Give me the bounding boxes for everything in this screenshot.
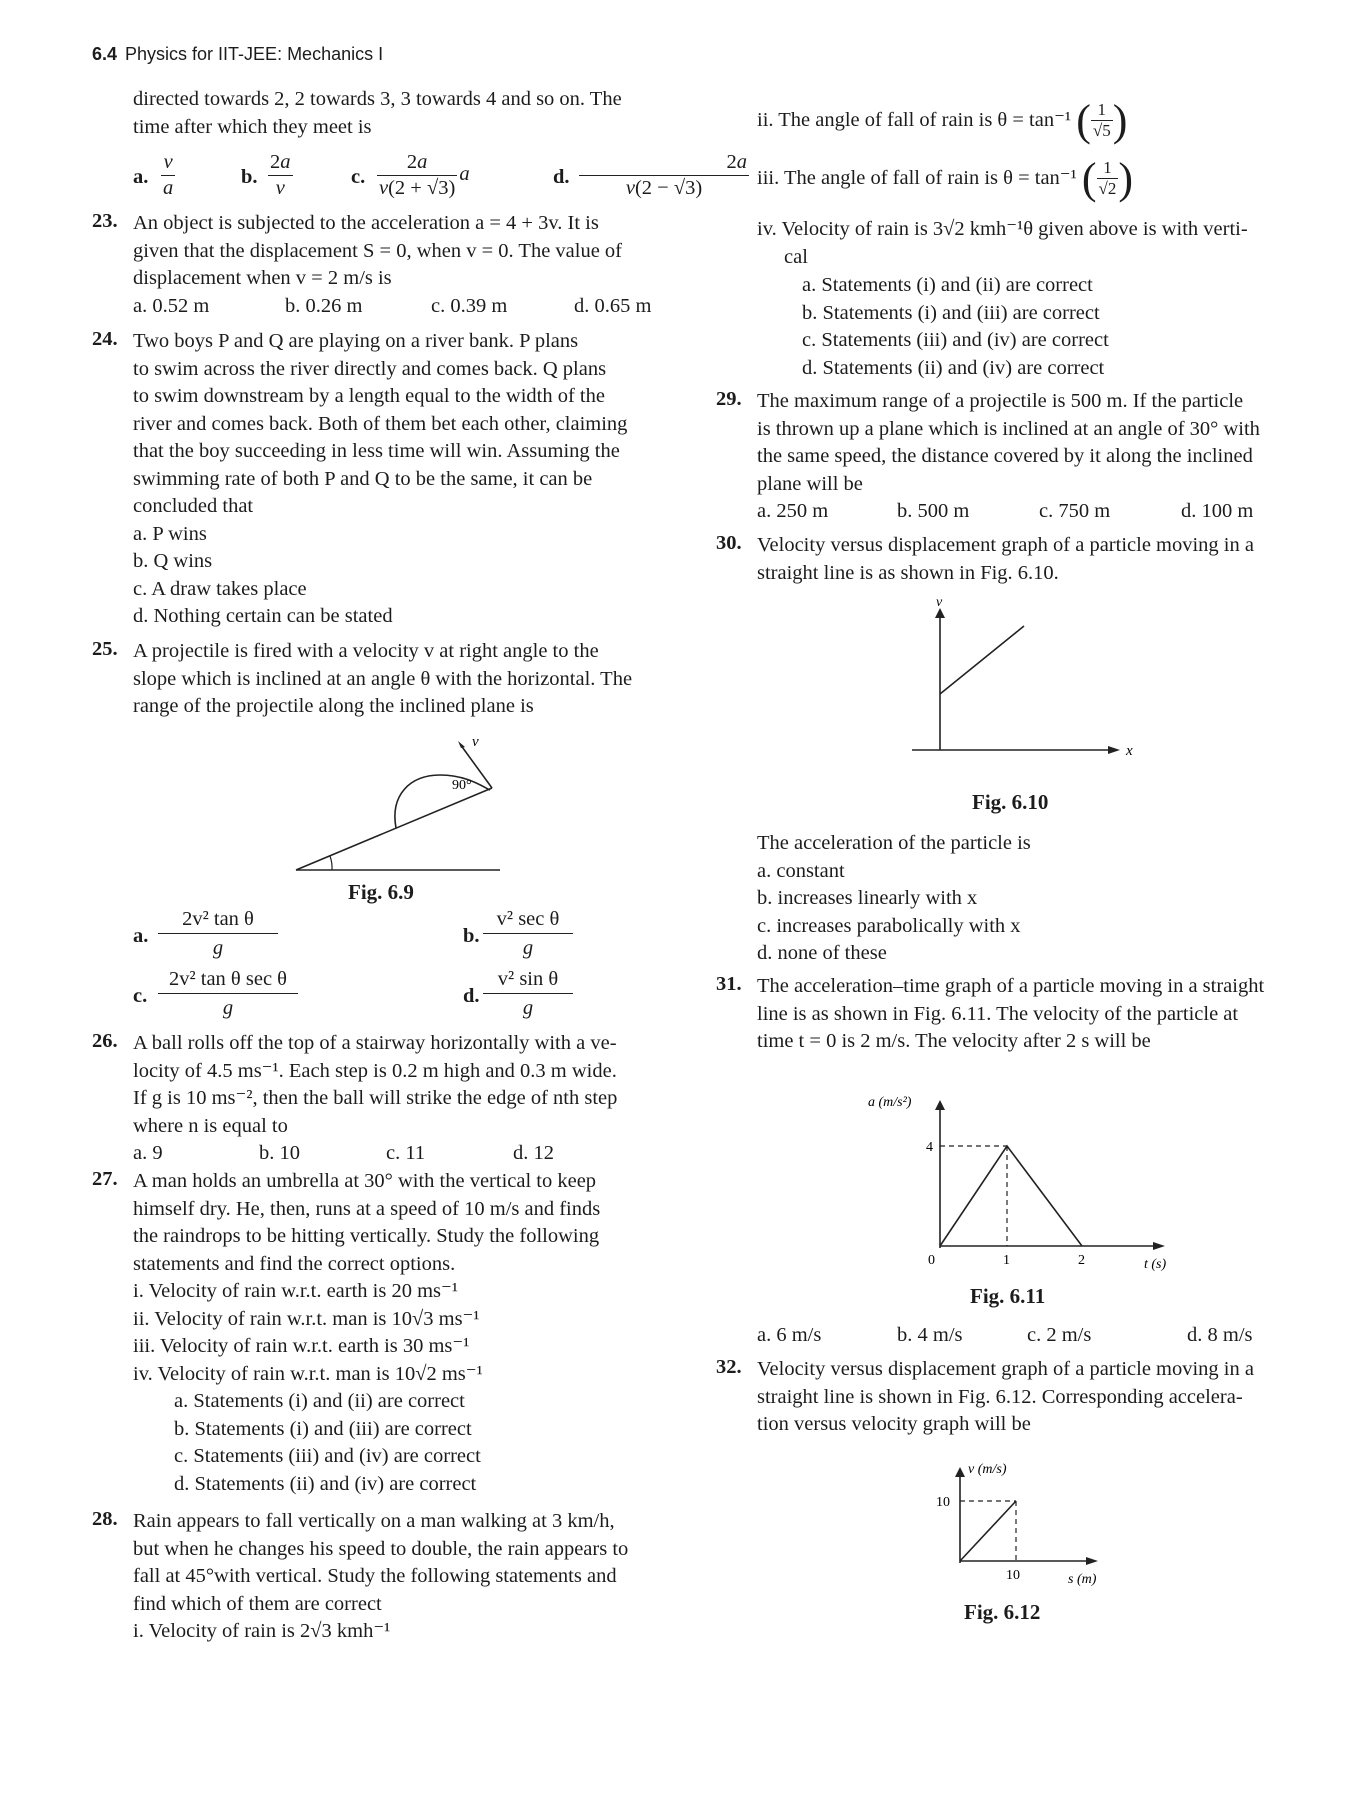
y-tick-4: 4 [926,1140,933,1155]
option: c. A draw takes place [133,577,307,600]
text-line: river and comes back. Both of them bet each other, claiming [133,412,628,435]
denominator: g [483,993,573,1022]
option: a. constant [757,859,845,882]
x-tick-2: 2 [1078,1253,1085,1268]
x-axis-label: s (m) [1068,1572,1097,1587]
text-line: directed towards 2, 2 towards 3, 3 towards 4 and so on. The [133,88,622,110]
q22-continuation [133,86,622,141]
option: a. 6 m/s [757,1324,822,1346]
option: c. Statements (iii) and (iv) are correct [802,329,1109,351]
text-line: find which of them are correct [133,1592,382,1615]
q22-option-a: $\frac{v}{a}$ [163,151,174,199]
statement: iv. Velocity of rain w.r.t. man is 10√2 ms⁻¹ [133,1362,483,1385]
option: a. 250 m [757,500,829,522]
option: b. 4 m/s [897,1324,963,1346]
q28-text [133,1508,628,1646]
q22-option-b: $\frac{2a}{v}$ [270,151,291,199]
book-title: Physics for IIT-JEE: Mechanics I [125,44,384,64]
statement: i. Velocity of rain is 2√3 kmh⁻¹ [133,1620,391,1642]
x-axis-label: x [1126,743,1133,759]
q30-question-and-options [757,830,1031,968]
text-line: tion versus velocity graph will be [757,1413,1031,1435]
option-label: c. [133,985,148,1007]
numerator: v² sec θ [496,908,560,930]
option: d. 100 m [1181,500,1254,522]
text-line: is thrown up a plane which is inclined at an angle of 30° with [757,417,1260,440]
y-tick-10: 10 [936,1495,950,1510]
text-line: If g is 10 ms⁻², then the ball will strike the edge of nth step [133,1087,618,1109]
q25-option-d [483,965,573,1022]
numerator: 2v² tan θ [182,908,254,930]
x-axis-arrow [1086,1557,1098,1565]
statement: i. Velocity of rain w.r.t. earth is 20 ms⁻¹ [133,1280,458,1302]
q25-option-c [158,965,298,1022]
statement-text: ii. The angle of fall of rain is θ = tan⁻¹ [757,108,1072,131]
option: a. Statements (i) and (ii) are correct [802,274,1093,296]
option: b. increases linearly with x [757,887,978,909]
option: b. 10 [259,1142,300,1164]
question-number: 32. [716,1356,742,1378]
option-label: b. [463,925,480,947]
q28-options [802,272,1109,382]
q31-text [757,973,1264,1056]
text-line: fall at 45°with vertical. Study the following statements and [133,1565,617,1587]
denominator: g [158,933,278,962]
q25-options [133,905,693,1025]
text-line: Two boys P and Q are playing on a river bank. P plans [133,330,579,352]
x-tick-10: 10 [1006,1568,1020,1583]
denominator: g [483,933,573,962]
text-line: slope which is inclined at an angle θ with the horizontal. The [133,667,633,690]
fig-6-10-caption: Fig. 6.10 [972,790,1049,814]
text-line: An object is subjected to the acceleration a = 4 + 3v. It is [133,212,599,234]
question-number: 28. [92,1508,118,1530]
option: a. P wins [133,522,207,545]
q22-option-c: $\frac{2a}{v(2 + √3)}$ a [379,151,470,199]
text-line: iv. Velocity of rain is 3√2 kmh⁻¹θ given above is with verti- [757,218,1248,240]
option-label: a. [133,925,149,947]
x-axis-arrow [1108,746,1120,754]
option: c. Statements (iii) and (iv) are correct [174,1445,481,1467]
fig-6-9-caption: Fig. 6.9 [348,880,414,904]
text-line: straight line is as shown in Fig. 6.10. [757,561,1059,584]
q27-options [174,1388,481,1498]
option: d. Statements (ii) and (iv) are correct [802,356,1105,379]
option: b. Statements (i) and (iii) are correct [802,301,1100,324]
x-tick-1: 1 [1003,1253,1010,1268]
page-header [92,44,383,65]
denominator: g [158,993,298,1022]
text-line: time after which they meet is [133,115,372,138]
question-number: 30. [716,532,742,554]
text-line: straight line is shown in Fig. 6.12. Corresponding accelera- [757,1385,1243,1408]
text-line: the same speed, the distance covered by it along the inclined [757,445,1253,467]
text-line: Rain appears to fall vertically on a man walking at 3 km/h, [133,1510,615,1532]
graph-line [960,1501,1016,1561]
q23-text [133,210,622,293]
option: d. 0.65 m [574,295,652,317]
q25-option-b [483,905,573,962]
denominator: √2 [1098,179,1117,198]
numerator: 2v² tan θ sec θ [168,968,287,990]
text-line: locity of 4.5 ms⁻¹. Each step is 0.2 m high and 0.3 m wide. [133,1059,617,1082]
question-number: 26. [92,1030,118,1052]
y-axis-label: v (m/s) [968,1462,1007,1477]
text-line: swimming rate of both P and Q to be the same, it can be [133,467,593,490]
text-line: A ball rolls off the top of a stairway horizontally with a ve- [133,1032,617,1054]
x-tick-0: 0 [928,1253,935,1268]
text-line: cal [784,245,808,268]
y-axis-label: v [936,598,943,610]
text-line: The acceleration of the particle is [757,832,1031,854]
question-number: 31. [716,973,742,995]
option: b. Q wins [133,550,213,572]
velocity-label: v [472,734,479,750]
text-line: A man holds an umbrella at 30° with the vertical to keep [133,1170,597,1192]
option-label: d. [463,985,480,1007]
y-axis-arrow [935,1100,945,1110]
option: d. none of these [757,942,887,964]
right-angle-label: 90° [452,778,472,793]
q26-text [133,1030,617,1140]
q25-text [133,638,632,721]
question-number: 25. [92,638,118,660]
text-line: statements and find the correct options. [133,1252,456,1275]
text-line: concluded that [133,495,254,517]
q22-option-d: $\frac{2a}{v(2 - √3)}$ [579,150,749,201]
q25-option-a [158,905,278,962]
question-number: 23. [92,210,118,232]
x-axis-arrow [1153,1242,1165,1250]
option: a. Statements (i) and (ii) are correct [174,1390,465,1412]
fig-6-9-incline-diagram [280,730,520,885]
graph-line [940,626,1024,694]
option: d. 12 [513,1142,554,1164]
fig-6-11-caption: Fig. 6.11 [970,1284,1046,1308]
text-line: himself dry. He, then, runs at a speed of 10 m/s and finds [133,1197,601,1220]
option: c. 2 m/s [1027,1324,1092,1346]
text-line: time t = 0 is 2 m/s. The velocity after 2 s will be [757,1030,1151,1052]
option: b. 0.26 m [285,295,363,317]
triangle-graph [940,1146,1082,1246]
question-number: 24. [92,328,118,350]
option: c. increases parabolically with x [757,914,1021,937]
denominator: √5 [1092,121,1111,140]
text-line: to swim across the river directly and comes back. Q plans [133,357,607,380]
text-line: displacement when v = 2 m/s is [133,267,392,289]
page-number: 6.4 [92,44,118,64]
question-number: 27. [92,1168,118,1190]
option: a. 0.52 m [133,295,210,317]
statement: ii. Velocity of rain w.r.t. man is 10√3 ms⁻¹ [133,1307,480,1330]
text-line: plane will be [757,472,863,495]
fig-6-12-caption: Fig. 6.12 [964,1600,1041,1624]
q28-statement-ii: ii. The angle of fall of rain is θ = tan⁻¹ ( $\frac{1}{√5}$ ) [757,95,1128,145]
y-axis-label: a (m/s²) [868,1095,912,1110]
text-line: that the boy succeeding in less time will win. Assuming the [133,440,620,462]
q32-text [757,1356,1254,1439]
option: b. Statements (i) and (iii) are correct [174,1417,472,1440]
option: d. Nothing certain can be stated [133,605,393,627]
option: c. 0.39 m [431,295,508,317]
option: c. 11 [386,1142,426,1164]
statement: iii. Velocity of rain w.r.t. earth is 30 ms⁻¹ [133,1335,470,1357]
fig-6-10-velocity-displacement-graph [900,598,1150,768]
numerator: v² sin θ [497,968,559,990]
statement-text: iii. The angle of fall of rain is θ = tan⁻¹ [757,166,1077,189]
question-number: 29. [716,388,742,410]
text-line: the raindrops to be hitting vertically. Study the following [133,1225,600,1247]
q27-text [133,1168,600,1388]
text-line: given that the displacement S = 0, when v = 0. The value of [133,239,623,262]
option-label: c. [351,166,366,188]
option-label: b. [241,166,258,188]
text-line: Velocity versus displacement graph of a particle moving in a [757,534,1254,556]
text-line: A projectile is fired with a velocity v at right angle to the [133,640,599,662]
option-label: a. [133,166,149,188]
q29-text [757,388,1260,498]
option-label: d. [553,166,570,188]
inclined-plane [296,788,492,870]
text-line: The maximum range of a projectile is 500 m. If the particle [757,390,1244,412]
arrow-head [458,741,465,748]
option: d. Statements (ii) and (iv) are correct [174,1472,477,1495]
q28-statement-iii: iii. The angle of fall of rain is θ = tan⁻¹ ( $\frac{1}{√2}$ ) [757,153,1134,203]
numerator: 1 [1103,158,1112,177]
text-line: to swim downstream by a length equal to the width of the [133,385,605,407]
q30-text [757,532,1254,587]
text-line: range of the projectile along the inclined plane is [133,695,534,717]
option: c. 750 m [1039,500,1111,522]
y-axis-arrow [955,1467,965,1477]
text-line: where n is equal to [133,1114,288,1137]
text-line: line is as shown in Fig. 6.11. The velocity of the particle at [757,1002,1239,1025]
trajectory [395,775,490,828]
numerator: 1 [1097,100,1107,119]
theta-arc [330,856,332,870]
option: a. 9 [133,1142,163,1164]
x-axis-label: t (s) [1144,1257,1167,1272]
option: b. 500 m [897,500,970,522]
option: d. 8 m/s [1187,1324,1253,1346]
text-line: Velocity versus displacement graph of a particle moving in a [757,1358,1254,1380]
fig-6-12-velocity-displacement-graph [920,1455,1130,1590]
q24-text [133,328,627,631]
fig-6-11-acceleration-time-graph [860,1080,1190,1280]
text-line: The acceleration–time graph of a particle moving in a straight [757,975,1265,997]
text-line: but when he changes his speed to double, the rain appears to [133,1537,629,1560]
q28-statement-iv [757,216,1248,271]
